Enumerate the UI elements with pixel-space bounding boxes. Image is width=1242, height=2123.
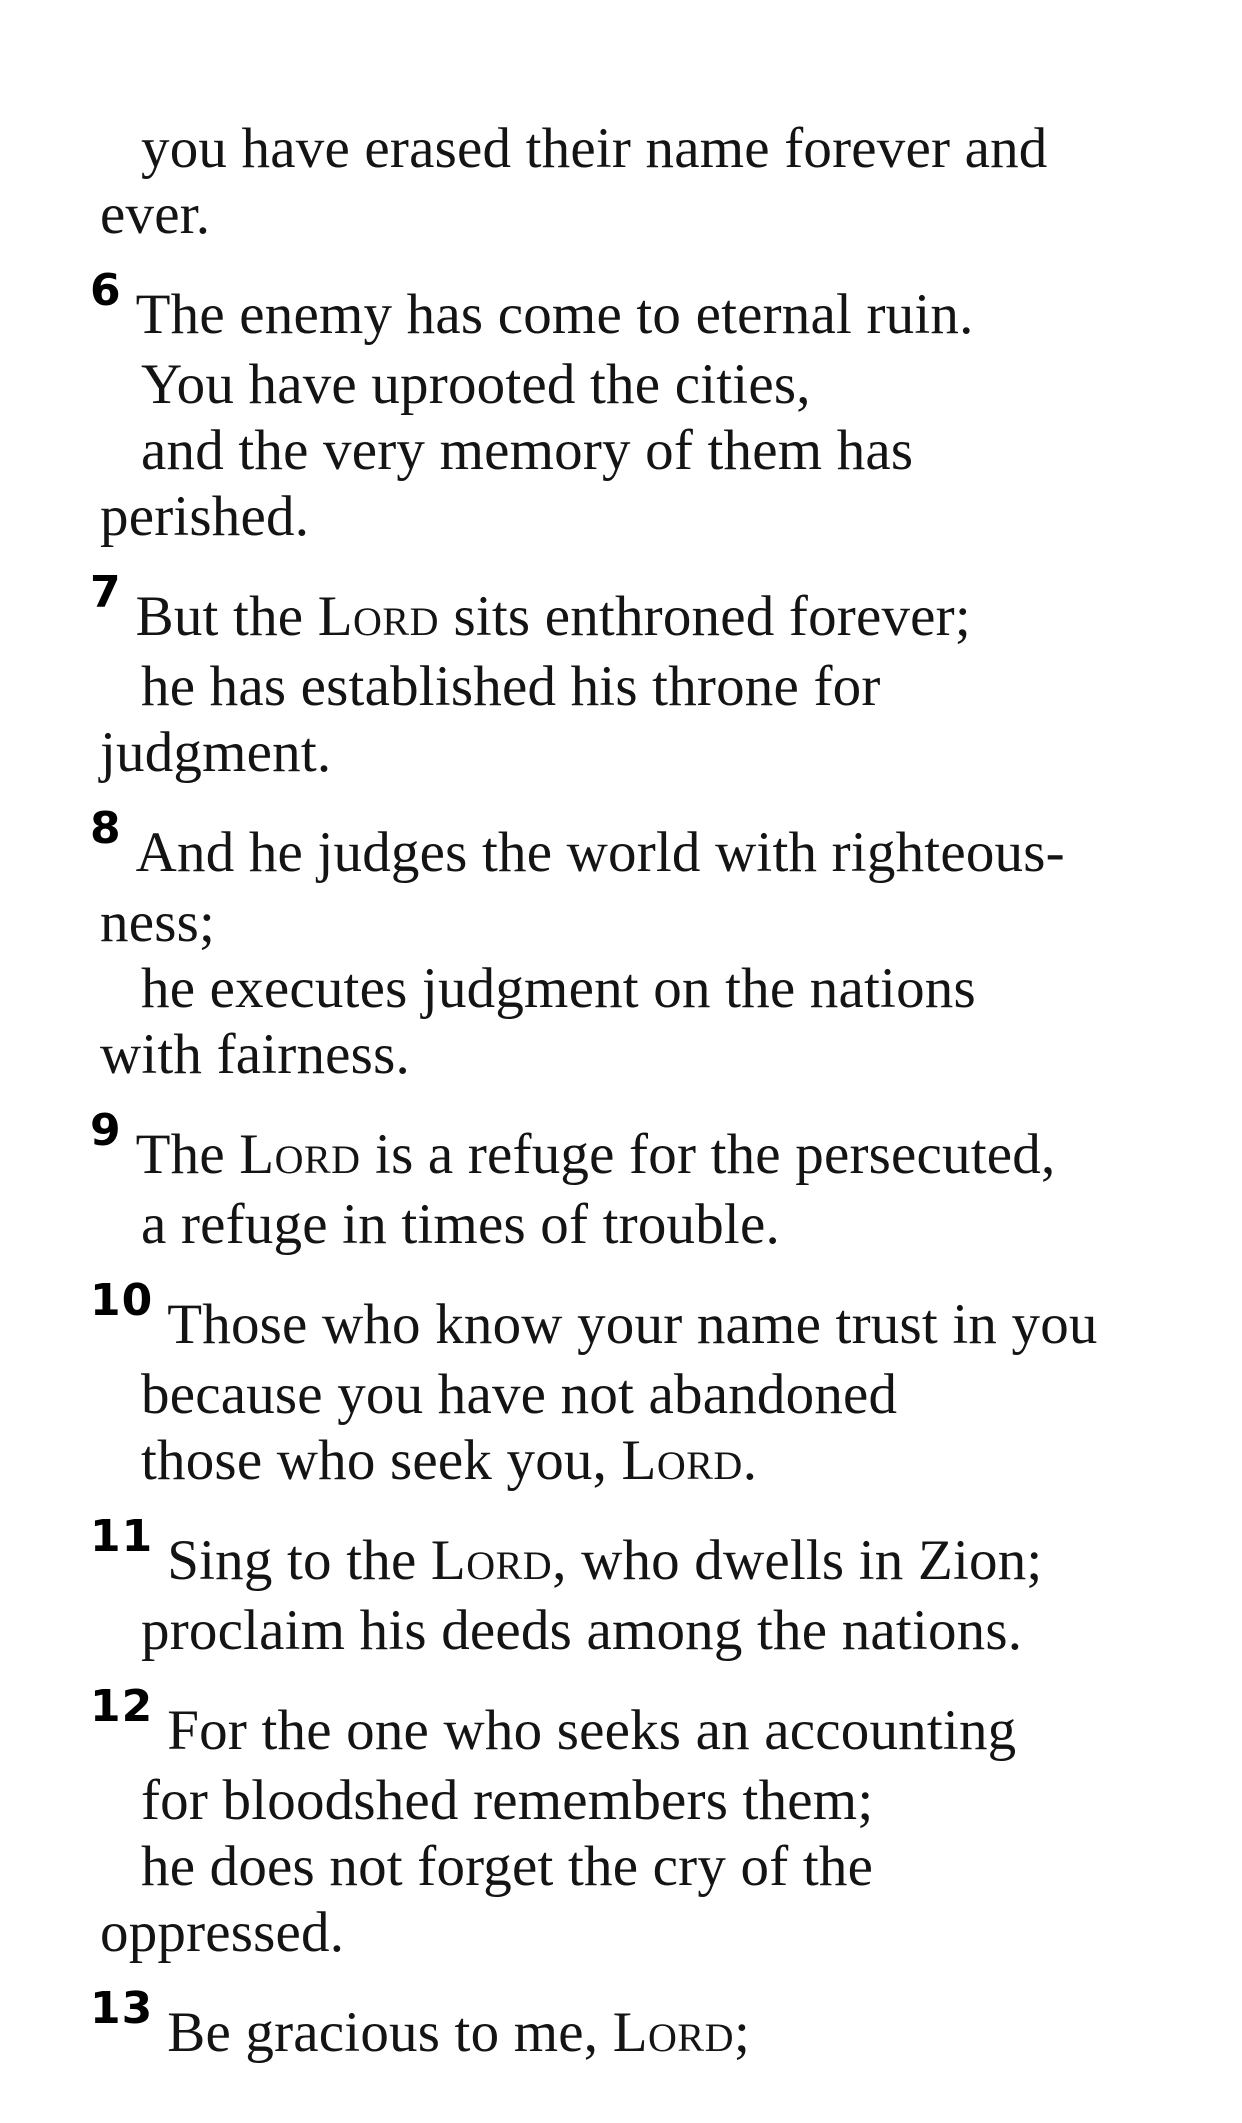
psalm-line: he does not forget the cry of the <box>141 1835 874 1898</box>
psalm-line: ever. <box>100 183 211 246</box>
psalm-line: ness; <box>100 891 215 954</box>
psalm-line: judgment. <box>100 721 332 784</box>
divine-name-small-caps: Lord <box>612 2001 734 2064</box>
psalm-line: You have uprooted the cities, <box>141 353 811 416</box>
psalm-line: with fairness. <box>100 1023 410 1086</box>
verse-number: 8 <box>90 803 122 854</box>
divine-name-small-caps: Lord <box>239 1123 361 1186</box>
verse-number: 7 <box>90 567 122 618</box>
psalm-line: and the very memory of them has <box>141 419 914 482</box>
psalm-text <box>0 116 1242 2070</box>
psalm-line: a refuge in times of trouble. <box>141 1193 780 1256</box>
verse-number: 13 <box>90 1983 154 2034</box>
verse-number: 12 <box>90 1681 154 1732</box>
verse-line: $^{13}$ Be gracious to me, Lord; <box>90 1983 751 2064</box>
verse-number: 10 <box>90 1275 154 1326</box>
divine-name-small-caps: Lord <box>317 585 439 648</box>
divine-name-small-caps: Lord <box>621 1429 743 1492</box>
psalm-line: oppressed. <box>100 1901 345 1964</box>
verse-number: 11 <box>90 1511 154 1562</box>
verse-line: $^{12}$ For the one who seeks an accounting <box>90 1681 1017 1762</box>
divine-name-small-caps: Lord <box>430 1529 553 1592</box>
verse-line: $^{11}$ Sing to the Lord, who dwells in Zion; <box>90 1511 1043 1592</box>
psalm-line: he executes judgment on the nations <box>141 957 976 1020</box>
psalm-line: proclaim his deeds among the nations. <box>141 1599 1023 1662</box>
verse-line: $^7$ But the Lord sits enthroned forever; <box>90 567 971 648</box>
verse-line: $^{10}$ Those who know your name trust in you <box>90 1275 1098 1356</box>
verse-number: 9 <box>90 1105 122 1156</box>
psalm-line: those who seek you, Lord. <box>141 1429 758 1492</box>
verse-line: $^9$ The Lord is a refuge for the persecuted, <box>90 1105 1056 1186</box>
verse-number: 6 <box>90 265 122 316</box>
psalm-line: because you have not abandoned <box>141 1363 898 1426</box>
verse-line: $^8$ And he judges the world with righteous- <box>90 803 1065 884</box>
psalm-line: for bloodshed remembers them; <box>141 1769 874 1832</box>
psalm-line: you have erased their name forever and <box>141 117 1048 180</box>
psalm-line: he has established his throne for <box>141 655 881 718</box>
psalm-line: perished. <box>100 485 310 548</box>
verse-line: $^6$ The enemy has come to eternal ruin. <box>90 265 974 346</box>
